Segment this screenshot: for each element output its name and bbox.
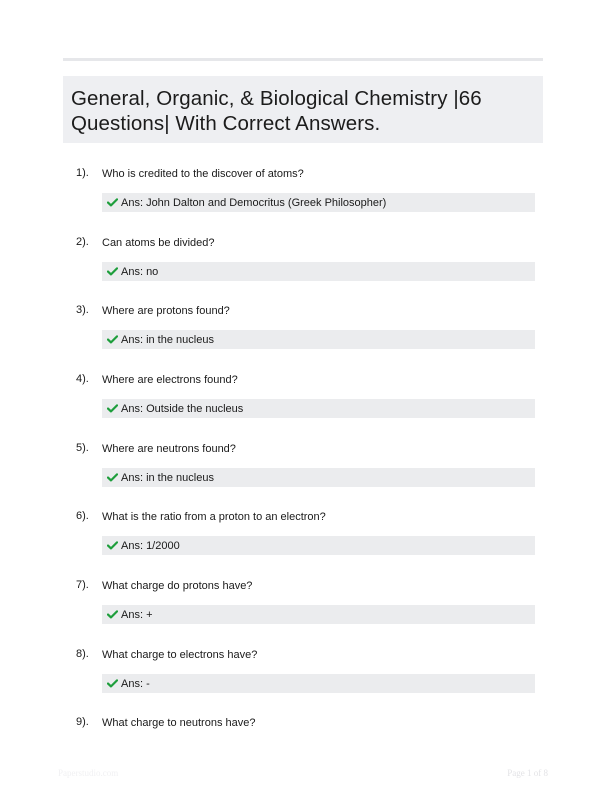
question-text: What charge do protons have?: [102, 580, 253, 592]
check-icon: [107, 473, 118, 482]
answer-box: [102, 262, 535, 281]
top-divider: [63, 58, 543, 61]
answer-text: Ans: +: [121, 608, 153, 621]
answer-box: [102, 536, 535, 555]
question-number: 1).: [76, 167, 89, 179]
question-number: 6).: [76, 510, 89, 522]
qa-item: [63, 442, 543, 502]
question-number: 9).: [76, 716, 89, 728]
answer-box: [102, 193, 535, 212]
question-number: 7).: [76, 579, 89, 591]
title-banner: [63, 76, 543, 143]
question-text: Where are protons found?: [102, 305, 230, 317]
qa-item: [63, 167, 543, 227]
qa-item: [63, 236, 543, 296]
question-number: 5).: [76, 442, 89, 454]
question-text: Where are neutrons found?: [102, 443, 236, 455]
qa-item: [63, 579, 543, 639]
answer-text: Ans: John Dalton and Democritus (Greek Philosopher): [121, 196, 387, 209]
qa-item: [63, 373, 543, 433]
question-text: What charge to neutrons have?: [102, 717, 256, 729]
document-title: General, Organic, & Biological Chemistry |66 Questions| With Correct Answers.: [71, 87, 482, 135]
check-icon: [107, 679, 118, 688]
check-icon: [107, 198, 118, 207]
answer-text: Ans: -: [121, 677, 150, 690]
answer-text: Ans: Outside the nucleus: [121, 402, 244, 415]
check-icon: [107, 541, 118, 550]
answer-text: Ans: 1/2000: [121, 539, 180, 552]
footer-site: Paperstudio.com: [58, 768, 119, 778]
question-number: 3).: [76, 304, 89, 316]
answer-box: [102, 605, 535, 624]
question-text: What charge to electrons have?: [102, 649, 258, 661]
qa-item: [63, 716, 543, 740]
answer-text: Ans: no: [121, 265, 159, 278]
check-icon: [107, 267, 118, 276]
check-icon: [107, 335, 118, 344]
qa-item: [63, 648, 543, 708]
question-number: 4).: [76, 373, 89, 385]
question-text: What is the ratio from a proton to an electron?: [102, 511, 326, 523]
answer-box: [102, 674, 535, 693]
question-text: Can atoms be divided?: [102, 237, 215, 249]
answer-box: [102, 330, 535, 349]
question-text: Who is credited to the discover of atoms?: [102, 168, 304, 180]
answer-box: [102, 399, 535, 418]
qa-item: [63, 304, 543, 364]
footer-page-number: Page 1 of 8: [507, 768, 548, 778]
question-number: 2).: [76, 236, 89, 248]
check-icon: [107, 610, 118, 619]
answer-box: [102, 468, 535, 487]
answer-text: Ans: in the nucleus: [121, 471, 214, 484]
question-number: 8).: [76, 648, 89, 660]
answer-text: Ans: in the nucleus: [121, 333, 214, 346]
check-icon: [107, 404, 118, 413]
qa-item: [63, 510, 543, 570]
question-text: Where are electrons found?: [102, 374, 238, 386]
